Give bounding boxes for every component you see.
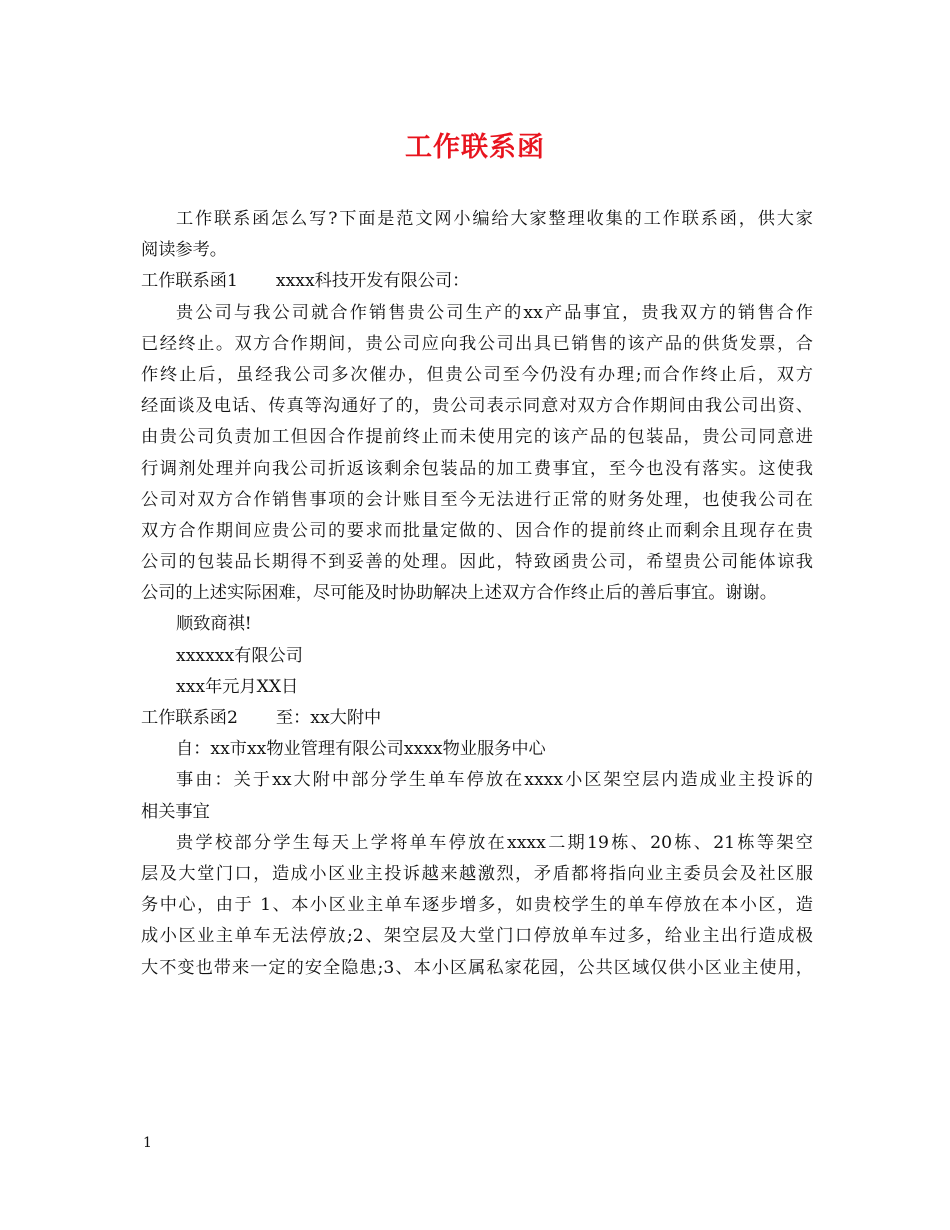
letter2-from: 自：xx市xx物业管理有限公司xxxx物业服务中心 (176, 739, 546, 760)
letter1-body-line: 行调剂处理并向我公司折返该剩余包装品的加工费事宜，至今也没有落实。这使我 (141, 458, 813, 479)
letter2-subject: 事由：关于xx大附中部分学生单车停放在xxxx小区架空层内造成业主投诉的 (176, 770, 813, 791)
letter2-body-line: 层及大堂门口，造成小区业主投诉越来越激烈，矛盾都将指向业主委员会及社区服 (141, 863, 813, 884)
letter1-closing: 顺致商祺! (176, 614, 252, 635)
letter2-body-line: 大不变也带来一定的安全隐患;3、本小区属私家花园，公共区域仅供小区业主使用， (141, 957, 813, 978)
letter1-body-line: 作终止后，虽经我公司多次催办，但贵公司至今仍没有办理;而合作终止后，双方 (141, 364, 813, 385)
letter1-body-line: 已经终止。双方合作期间，贵公司应向我公司出具已销售的该产品的供货发票，合 (141, 333, 813, 354)
document-body (141, 204, 813, 984)
letter2-body-line: 成小区业主单车无法停放;2、架空层及大堂门口停放单车过多，给业主出行造成极 (141, 926, 813, 947)
letter1-signature: xxxxxx有限公司 (176, 645, 303, 666)
letter1-body-line: 贵公司与我公司就合作销售贵公司生产的xx产品事宜，贵我双方的销售合作 (176, 302, 813, 323)
letter1-heading-row (141, 266, 813, 297)
letter1-date: xxx年元月XX日 (176, 676, 299, 697)
letter2-body-line: 务中心，由于 1、本小区业主单车逐步增多，如贵校学生的单车停放在本小区，造 (141, 895, 813, 916)
intro-line: 阅读参考。 (141, 240, 227, 261)
letter1-body-line: 公司的上述实际困难，尽可能及时协助解决上述双方合作终止后的善后事宜。谢谢。 (141, 583, 777, 604)
letter2-heading: 工作联系函2 (141, 708, 238, 728)
letter2-heading-row (141, 703, 813, 734)
letter2-body-line: 贵学校部分学生每天上学将单车停放在xxxx二期19栋、20栋、21栋等架空 (176, 832, 813, 853)
letter2-subject: 相关事宜 (141, 801, 210, 822)
letter1-heading: 工作联系函1 (141, 271, 238, 292)
document-title: 工作联系函 (405, 132, 545, 163)
letter1-body-line: 公司的包装品长期得不到妥善的处理。因此，特致函贵公司，希望贵公司能体谅我 (141, 552, 813, 573)
letter1-body-line: 由贵公司负责加工但因合作提前终止而未使用完的该产品的包装品，贵公司同意进 (141, 427, 813, 448)
letter1-body-line: 双方合作期间应贵公司的要求而批量定做的、因合作的提前终止而剩余且现存在贵 (141, 520, 813, 541)
letter1-recipient: xxxx科技开发有限公司： (275, 271, 470, 292)
intro-line: 工作联系函怎么写?下面是范文网小编给大家整理收集的工作联系函，供大家 (176, 209, 813, 229)
letter1-body-line: 公司对双方合作销售事项的会计账目至今无法进行正常的财务处理，也使我公司在 (141, 489, 813, 510)
page-number: 1 (143, 1135, 152, 1151)
letter2-to: 至：xx大附中 (275, 708, 382, 728)
letter1-body-line: 经面谈及电话、传真等沟通好了的，贵公司表示同意对双方合作期间由我公司出资、 (141, 396, 813, 417)
